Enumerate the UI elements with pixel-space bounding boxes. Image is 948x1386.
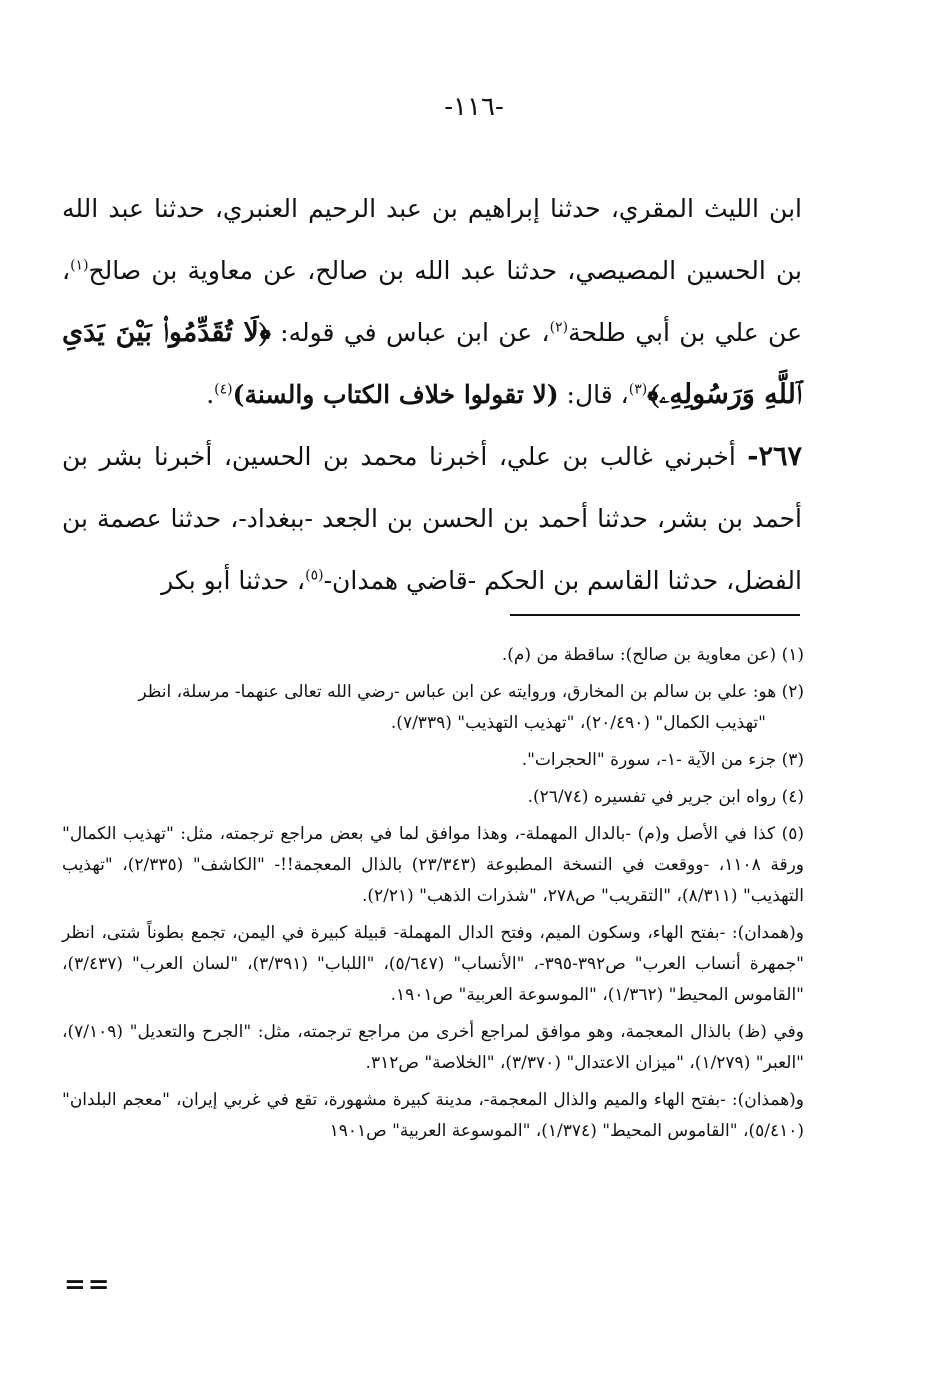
paragraph-1 [62,178,802,426]
footnote-5-hamadhan: و(همذان): -بفتح الهاء والميم والذال المعجمة-، مدينة كبيرة مشهورة، تقع في غربي إيران، "معجم البلدان" (٥/٤١٠)، "القاموس المحيط" (١/٣٧٤)، "الموسوعة العربية" ص١٩٠١ [62,1090,804,1141]
text-segment: ، قال: [558,380,629,409]
main-text [62,178,802,612]
footnote-5-cont: الكمال" ورقة ١١٠٨، -ووقعت في النسخة المطبوعة (٢٣/٣٤٣) بالذال المعجمة!!- "الكاشف" (٢/٣٣٥)، "تهذيب التهذيب" (٨/٣١١)، "التقريب" ص٢٧٨، "شذرات الذهب" (٢/٢١). [62,824,804,906]
footnote-ref-2[interactable]: (٢) [549,319,569,336]
text-segment: . [206,380,215,409]
footnote-5-first: (٥) كذا في الأصل و(م) -بالدال المهملة-، وهذا موافق لما في بعض مراجع ترجمته، مثل: "تهذيب [123,824,804,844]
footnote-5-hamdan: و(همدان): -بفتح الهاء، وسكون الميم، وفتح الدال المهملة- قبيلة كبيرة في اليمن، تجمع بطوناً شتى، انظر "جمهرة أنساب العرب" ص٣٩٢-٣٩٥-، "الأنساب" (٥/٦٤٧)، "اللباب" (٣/٣٩١)، "لسان العرب" (٣/٤٣٧)، "القاموس المحيط" (١/٣٦٢)، "الموسوعة العربية" ص١٩٠١. [62,923,804,1005]
footnote-2-cont: "تهذيب الكمال" (٢٠/٤٩٠)، "تهذيب التهذيب" (٧/٣٣٩). [390,713,766,733]
quran-verse: ﴿لَا تُقَدِّمُوا۟ بَيْنَ يَدَىِ ٱللَّهِ وَرَسُولِهِۦ﴾ [62,317,802,410]
page-number: -١١٦- [444,92,504,122]
footnote-2 [62,677,804,739]
text-segment: ، عن ابن عباس في قوله: [270,318,550,347]
footnote-ref-4[interactable]: (٤) [214,381,233,398]
footnote-5-zah: وفي (ظ) بالذال المعجمة، وهو موافق لمراجع أخرى من مراجع ترجمته، مثل: "الجرح والتعديل" (٧/١٠٩)، "العبر" (١/٢٧٩)، "ميزان الاعتدال" (٣/٣٧٠)، "الخلاصة" ص٣١٢. [62,1022,804,1073]
footnote-3: (٣) جزء من الآية -١-، سورة "الحجرات". [521,750,804,770]
paragraph-2 [62,426,802,612]
text-segment: ، حدثنا أبو بكر [161,566,306,595]
footnote-5 [62,819,804,912]
text-segment: ابن الليث المقري، حدثنا إبراهيم بن عبد الرحيم العنبري، حدثنا عبد الله بن الحسين المصيصي، حدثنا عبد الله بن صالح، عن معاوية بن صالح [62,194,802,285]
footnote-2-first: (٢) هو: علي بن سالم بن المخارق، وروايته عن ابن عباس -رضي الله تعالى عنهما- مرسلة، انظر [138,682,804,702]
footnote-1: (١) (عن معاوية بن صالح): ساقطة من (م). [501,645,804,665]
footnote-ref-1[interactable]: (١) [70,257,89,274]
footnote-ref-3[interactable]: (٣) [628,381,648,398]
text-segment: ، عن علي بن أبي طلحة [62,256,802,347]
end-mark: == [64,1270,112,1300]
footnote-separator [510,614,800,616]
footnotes [62,640,804,1153]
text-segment: أخبرني غالب بن علي، أخبرنا محمد بن الحسين، أخبرنا بشر بن أحمد بن بشر، حدثنا أحمد بن الحسن بن الجعد -ببغداد-، حدثنا عصمة بن الفضل، حدثنا القاسم بن الحكم -قاضي همدان- [62,442,802,595]
footnote-ref-5[interactable]: (٥) [305,567,324,584]
bold-quote: (لا تقولوا خلاف الكتاب والسنة) [232,380,559,409]
hadith-number: ٢٦٧- [747,441,802,472]
footnote-4: (٤) رواه ابن جرير في تفسيره (٢٦/٧٤). [527,787,804,807]
